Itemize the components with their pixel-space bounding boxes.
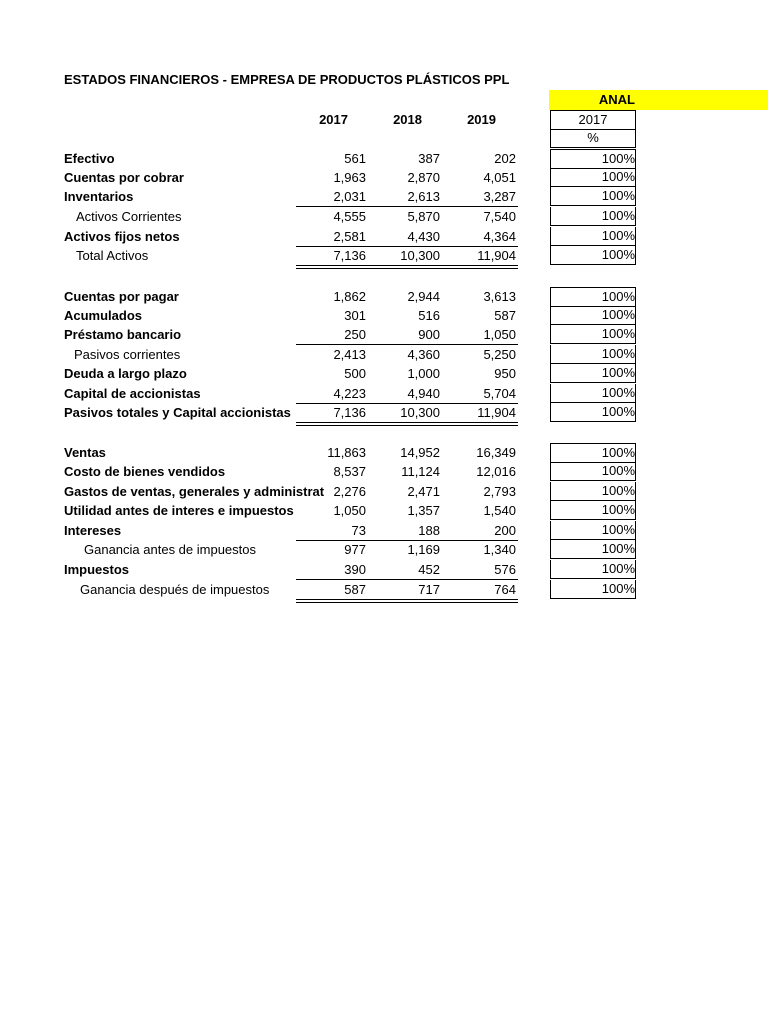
row-label: Intereses — [64, 523, 122, 538]
row-label: Cuentas por cobrar — [64, 170, 184, 185]
value-2017: 1,963 — [333, 170, 366, 185]
table-row — [0, 325, 768, 344]
table-row — [0, 149, 768, 168]
value-2019: 3,287 — [483, 189, 516, 204]
value-2017: 4,555 — [333, 209, 366, 224]
table-row — [0, 246, 768, 265]
percent-cell: 100% — [550, 246, 636, 265]
row-label: Activos Corrientes — [76, 209, 182, 224]
percent-cell: 100% — [550, 168, 636, 187]
table-row — [0, 403, 768, 422]
value-2019: 12,016 — [476, 464, 516, 479]
row-label: Pasivos corrientes — [74, 347, 181, 362]
value-2019: 950 — [494, 366, 516, 381]
percent-cell: 100% — [550, 187, 636, 206]
value-2017: 390 — [344, 562, 366, 577]
table-row — [0, 345, 768, 364]
percent-cell: 100% — [550, 462, 636, 481]
value-2018: 14,952 — [400, 445, 440, 460]
value-2018: 1,357 — [407, 503, 440, 518]
value-2018: 2,870 — [407, 170, 440, 185]
value-2019: 202 — [494, 151, 516, 166]
value-2018: 2,613 — [407, 189, 440, 204]
value-2019: 3,613 — [483, 289, 516, 304]
percent-cell: 100% — [550, 364, 636, 383]
value-2018: 10,300 — [400, 405, 440, 420]
value-2017: 500 — [344, 366, 366, 381]
value-2018: 11,124 — [401, 464, 440, 479]
total-double-rule — [296, 422, 518, 426]
sheet-title: ESTADOS FINANCIEROS - EMPRESA DE PRODUCTOS PLÁSTICOS PPL — [64, 72, 510, 87]
table-row — [0, 168, 768, 187]
value-2019: 587 — [494, 308, 516, 323]
row-label: Inventarios — [64, 189, 134, 204]
percent-cell: 100% — [550, 227, 636, 246]
year-header-2018: 2018 — [393, 112, 422, 127]
value-2019: 7,540 — [483, 209, 516, 224]
value-2017: 8,537 — [333, 464, 366, 479]
table-row — [0, 187, 768, 206]
table-row — [0, 306, 768, 325]
row-label: Deuda a largo plazo — [64, 366, 187, 381]
row-label: Préstamo bancario — [64, 327, 182, 342]
percent-cell: 100% — [550, 560, 636, 579]
year-header-2017: 2017 — [319, 112, 348, 127]
value-2019: 5,704 — [483, 386, 516, 401]
row-label: Capital de accionistas — [64, 386, 201, 401]
value-2018: 5,870 — [407, 209, 440, 224]
table-row — [0, 462, 768, 481]
table-row — [0, 443, 768, 462]
value-2018: 10,300 — [400, 248, 440, 263]
value-2018: 4,430 — [407, 229, 440, 244]
percent-cell: 100% — [550, 306, 636, 325]
percent-cell: 100% — [550, 540, 636, 559]
value-2017: 1,862 — [333, 289, 366, 304]
value-2018: 900 — [418, 327, 440, 342]
row-label: Ganancia después de impuestos — [80, 582, 270, 597]
value-2018: 188 — [418, 523, 440, 538]
row-label: Ganancia antes de impuestos — [84, 542, 256, 557]
value-2019: 16,349 — [476, 445, 516, 460]
percent-cell: 100% — [550, 384, 636, 403]
analysis-header-label: ANAL — [598, 92, 635, 107]
value-2018: 387 — [418, 151, 440, 166]
row-label: Gastos de ventas, generales y administrat — [64, 484, 325, 499]
value-2017: 561 — [344, 151, 366, 166]
value-2019: 5,250 — [483, 347, 516, 362]
percent-cell: 100% — [550, 287, 636, 307]
percent-cell: 100% — [550, 149, 636, 169]
value-2017: 1,050 — [333, 503, 366, 518]
value-2018: 4,940 — [407, 386, 440, 401]
value-2017: 7,136 — [333, 248, 366, 263]
percent-cell: 100% — [550, 521, 636, 540]
table-row — [0, 364, 768, 383]
row-label: Pasivos totales y Capital accionistas — [64, 405, 291, 420]
value-2018: 516 — [418, 308, 440, 323]
value-2017: 4,223 — [333, 386, 366, 401]
table-row — [0, 521, 768, 540]
value-2018: 1,169 — [407, 542, 440, 557]
percent-cell: 100% — [550, 325, 636, 344]
row-label: Efectivo — [64, 151, 115, 166]
value-2017: 301 — [344, 308, 366, 323]
table-row — [0, 560, 768, 579]
value-2019: 1,540 — [483, 503, 516, 518]
value-2017: 2,581 — [333, 229, 366, 244]
value-2018: 717 — [418, 582, 440, 597]
row-label: Acumulados — [64, 308, 143, 323]
percent-cell: 100% — [550, 345, 636, 364]
table-row — [0, 384, 768, 403]
value-2017: 7,136 — [333, 405, 366, 420]
value-2019: 200 — [494, 523, 516, 538]
table-row — [0, 287, 768, 306]
percent-cell: 100% — [550, 207, 636, 226]
table-row — [0, 501, 768, 520]
analysis-unit-cell: % — [550, 129, 636, 148]
value-2018: 452 — [418, 562, 440, 577]
value-2019: 11,904 — [477, 405, 516, 420]
value-2019: 576 — [494, 562, 516, 577]
value-2019: 4,051 — [483, 170, 516, 185]
table-row — [0, 540, 768, 559]
value-2019: 11,904 — [477, 248, 516, 263]
analysis-header-cell — [549, 90, 768, 110]
value-2017: 250 — [344, 327, 366, 342]
value-2018: 1,000 — [407, 366, 440, 381]
year-header-2019: 2019 — [467, 112, 496, 127]
value-2019: 1,340 — [483, 542, 516, 557]
value-2018: 2,471 — [407, 484, 440, 499]
total-double-rule — [296, 599, 518, 603]
table-row — [0, 482, 768, 501]
row-label: Impuestos — [64, 562, 130, 577]
value-2017: 587 — [344, 582, 366, 597]
row-label: Cuentas por pagar — [64, 289, 179, 304]
percent-cell: 100% — [550, 482, 636, 501]
percent-cell: 100% — [550, 501, 636, 520]
row-label: Total Activos — [76, 248, 149, 263]
row-label: Activos fijos netos — [64, 229, 180, 244]
row-label: Utilidad antes de interes e impuestos — [64, 503, 294, 518]
value-2017: 2,276 — [333, 484, 366, 499]
percent-cell: 100% — [550, 580, 636, 599]
table-row — [0, 227, 768, 246]
value-2017: 2,413 — [333, 347, 366, 362]
value-2017: 73 — [351, 523, 366, 538]
table-row — [0, 580, 768, 599]
percent-cell: 100% — [550, 403, 636, 422]
row-label: Costo de bienes vendidos — [64, 464, 226, 479]
table-row — [0, 207, 768, 226]
value-2019: 4,364 — [483, 229, 516, 244]
value-2017: 977 — [344, 542, 366, 557]
value-2017: 11,863 — [327, 445, 366, 460]
value-2019: 2,793 — [483, 484, 516, 499]
value-2018: 2,944 — [407, 289, 440, 304]
analysis-year-cell: 2017 — [550, 110, 636, 130]
value-2019: 1,050 — [483, 327, 516, 342]
value-2018: 4,360 — [407, 347, 440, 362]
percent-cell: 100% — [550, 443, 636, 463]
value-2017: 2,031 — [333, 189, 366, 204]
row-label: Ventas — [64, 445, 106, 460]
value-2019: 764 — [494, 582, 516, 597]
total-double-rule — [296, 265, 518, 269]
